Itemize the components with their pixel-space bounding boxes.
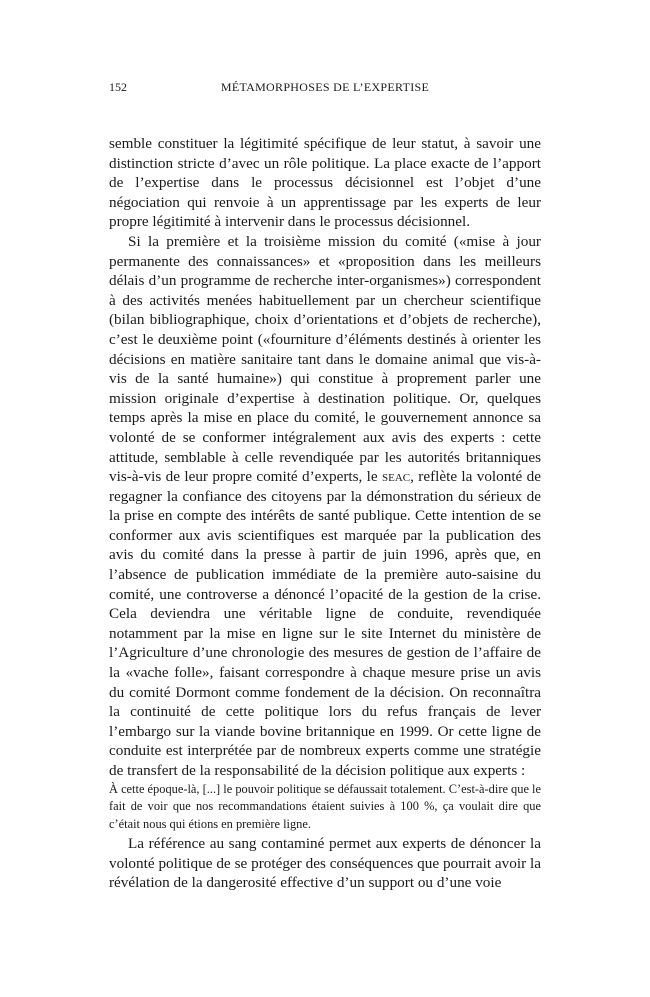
- paragraph-1: semble constituer la légitimité spécifique de leur statut, à savoir une distinction stricte d’avec un rôle politique. La place exacte de l’apport de l’expertise dans le processus décisionnel est l’objet d’une négociation qui renvoie à un apprentissage par les experts de leur propre légitimité à intervenir dans le processus décisionnel.: [109, 135, 541, 231]
- paragraph-2: [109, 232, 541, 781]
- running-title: MÉTAMORPHOSES DE L’EXPERTISE: [220, 80, 430, 94]
- block-quote: À cette époque-là, [...] le pouvoir politique se défaussait totalement. C’est-à-dire que le fait de voir que nos recommandations étaient suivies à 100 %, ça voulait dire que c’était nous qui étions en première ligne.: [109, 781, 541, 832]
- page-number: 152: [109, 80, 127, 94]
- paragraph-2-part-a: Si la première et la troisième mission du comité («mise à jour permanente des connaissances» et «proposition dans les meilleurs délais d’un programme de recherche inter-organismes») correspondent à des activités menées habituellement par un chercheur scientifique (bilan bibliographique, choix d’orientations et d’objets de recherche), c’est le deuxième point («fourniture d’éléments destinés à orienter les décisions en matière sanitaire tant dans le domaine animal que vis-à-vis de la santé humaine») qui constitue à proprement parler une mission originale d’expertise à destination politique. Or, quelques temps après la mise en place du comité, le gouvernement annonce sa volonté de se conformer intégralement aux avis des experts : cette attitude, semblable à celle revendiquée par les autorités britanniques vis-à-vis de leur propre comité d’experts, le: [109, 232, 541, 486]
- paragraph-3: La référence au sang contaminé permet aux experts de dénoncer la volonté politique de se protéger des conséquences que pourrait avoir la révélation de la dangerosité effective d’un support ou d’une voie: [109, 834, 541, 892]
- paragraph-2-part-b: , reflète la volonté de regagner la confiance des citoyens par la démonstration du sérieux de la prise en compte des intérêts de santé publique. Cette intention de se conformer aux avis scientifiques est marquée par la publication des avis du comité dans la presse à partir de juin 1996, après que, en l’absence de publication immédiate de la première auto-saisine du comité, une controverse a dénoncé l’opacité de la gestion de la crise. Cela deviendra une véritable ligne de conduite, revendiquée notamment par la mise en ligne sur le site Internet du ministère de l’Agriculture d’une chronologie des mesures de gestion de l’affaire de la «vache folle», faisant correspondre à chaque mesure prise un avis du comité Dormont comme fondement de la décision. On reconnaîtra la continuité de cette politique lors du refus français de lever l’embargo sur la viande bovine britannique en 1999. Or cette ligne de conduite est interprétée par de nombreux experts comme une stratégie de transfert de la responsabilité de la décision politique aux experts :: [109, 468, 541, 779]
- acronym-seac: seac: [382, 468, 411, 486]
- running-head: [109, 80, 541, 98]
- body-text: [109, 134, 541, 893]
